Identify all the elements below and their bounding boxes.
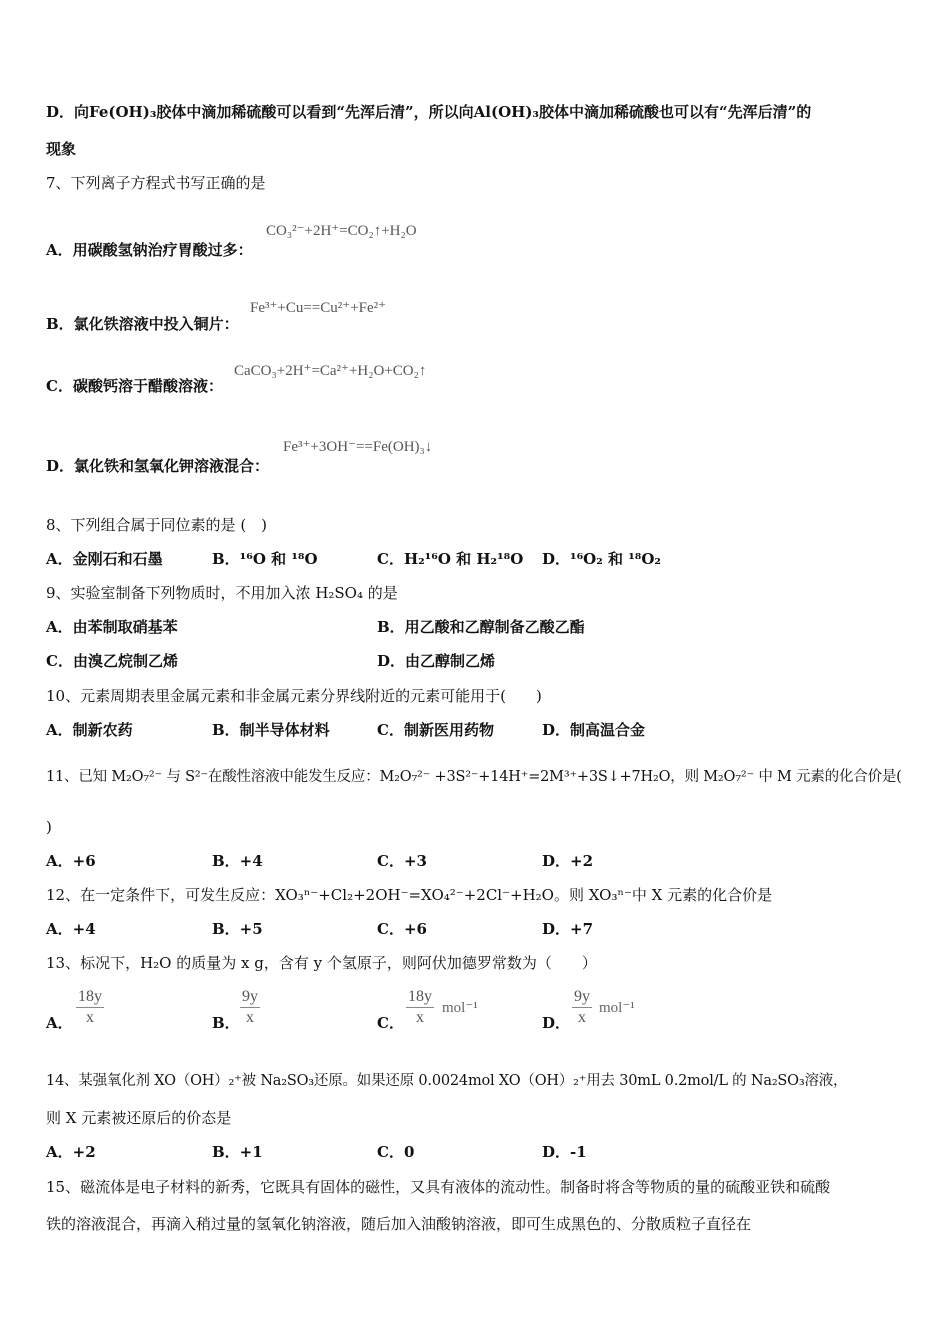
q7-option-a-label: A．用碳酸氢钠治疗胃酸过多： (46, 241, 253, 259)
q13-option-b-label: B． (212, 1014, 240, 1032)
q7-stem: 7、下列离子方程式书写正确的是 (46, 174, 266, 192)
q7-option-d-formula: Fe³⁺+3OH⁻==Fe(OH)₃↓ (283, 439, 433, 455)
q12-option-d: D．+7 (542, 920, 594, 938)
q14-stem-line2: 则 X 元素被还原后的价态是 (46, 1109, 232, 1127)
q13-option-d-denominator: x (578, 1009, 586, 1026)
q8-stem: 8、下列组合属于同位素的是 ( ) (46, 516, 268, 534)
q13-option-d-label: D． (542, 1014, 571, 1032)
q8-option-d: D．¹⁶O₂ 和 ¹⁸O₂ (542, 550, 662, 568)
q11-option-b: B．+4 (212, 852, 263, 870)
q10-option-b: B．制半导体材料 (212, 721, 330, 739)
q13-option-d-numerator: 9y (572, 987, 592, 1008)
q7-option-a-formula: CO₃²⁻+2H⁺=CO₂↑+H₂O (266, 223, 417, 239)
q13-option-b-fraction (240, 987, 260, 1028)
q13-option-c-numerator: 18y (406, 987, 434, 1008)
q14-option-b: B．+1 (212, 1143, 263, 1161)
q13-option-b-numerator: 9y (240, 987, 260, 1008)
q14-option-a: A．+2 (46, 1143, 96, 1161)
q13-option-c-label: C． (377, 1014, 404, 1032)
q8-option-a: A．金刚石和石墨 (46, 550, 163, 568)
q13-option-c-unit: mol⁻¹ (442, 1000, 478, 1016)
q10-option-c: C．制新医用药物 (377, 721, 494, 739)
q10-option-a: A．制新农药 (46, 721, 133, 739)
q15-stem-line1: 15、磁流体是电子材料的新秀，它既具有固体的磁性，又具有液体的流动性。制备时将含等物质的量的硫酸亚铁和硫酸 (46, 1178, 831, 1196)
q13-option-b-denominator: x (246, 1009, 254, 1026)
q13-option-a-label: A． (46, 1014, 73, 1032)
q12-option-a: A．+4 (46, 920, 96, 938)
q14-stem-line1: 14、某强氧化剂 XO（OH）₂⁺被 Na₂SO₃还原。如果还原 0.0024mol XO（OH）₂⁺用去 30mL 0.2mol/L 的 Na₂SO₃溶液， (46, 1073, 848, 1089)
q7-option-b-label: B．氯化铁溶液中投入铜片： (46, 315, 239, 333)
q6-option-d-line2: 现象 (46, 140, 77, 158)
q12-option-c: C．+6 (377, 920, 427, 938)
q8-option-c: C．H₂¹⁶O 和 H₂¹⁸O (377, 550, 524, 568)
q13-option-a-denominator: x (86, 1009, 94, 1026)
q14-option-c: C．0 (377, 1143, 415, 1161)
q6-option-d-line1: D．向Fe(OH)₃胶体中滴加稀硫酸可以看到“先浑后清”，所以向Al(OH)₃胶体中滴加稀硫酸也可以有“先浑后清”的 (46, 103, 812, 121)
q10-stem: 10、元素周期表里金属元素和非金属元素分界线附近的元素可能用于( ) (46, 687, 542, 705)
q11-stem-line1: 11、已知 M₂O₇²⁻ 与 S²⁻在酸性溶液中能发生反应：M₂O₇²⁻ +3S²⁻+14H⁺=2M³⁺+3S↓+7H₂O，则 M₂O₇²⁻ 中 M 元素的化合价是( (46, 769, 902, 785)
q9-option-b: B．用乙酸和乙醇制备乙酸乙酯 (377, 618, 585, 636)
q11-option-a: A．+6 (46, 852, 96, 870)
q13-option-d-fraction (572, 987, 592, 1028)
q10-option-d: D．制高温合金 (542, 721, 646, 739)
q13-option-c-denominator: x (416, 1009, 424, 1026)
q13-option-c-fraction (406, 987, 434, 1028)
q13-option-d-unit: mol⁻¹ (599, 1000, 635, 1016)
q15-stem-line2: 铁的溶液混合，再滴入稍过量的氢氧化钠溶液，随后加入油酸钠溶液，即可生成黑色的、分散质粒子直径在 (46, 1215, 752, 1233)
q13-stem: 13、标况下，H₂O 的质量为 x g，含有 y 个氢原子，则阿伏加德罗常数为（ ） (46, 954, 597, 972)
q11-stem-line2: ) (46, 818, 52, 836)
q13-option-a-fraction (76, 987, 104, 1028)
q12-option-b: B．+5 (212, 920, 263, 938)
q9-option-d: D．由乙醇制乙烯 (377, 652, 496, 670)
q7-option-d-label: D．氯化铁和氢氧化钾溶液混合： (46, 457, 270, 475)
q12-stem: 12、在一定条件下，可发生反应：XO₃ⁿ⁻+Cl₂+2OH⁻=XO₄²⁻+2Cl⁻+H₂O。则 XO₃ⁿ⁻中 X 元素的化合价是 (46, 886, 773, 904)
q11-option-c: C．+3 (377, 852, 427, 870)
q7-option-c-formula: CaCO₃+2H⁺=Ca²⁺+H₂O+CO₂↑ (234, 363, 427, 379)
q8-option-b: B．¹⁶O 和 ¹⁸O (212, 550, 318, 568)
q13-option-a-numerator: 18y (76, 987, 104, 1008)
q11-option-d: D．+2 (542, 852, 594, 870)
q9-stem: 9、实验室制备下列物质时，不用加入浓 H₂SO₄ 的是 (46, 584, 398, 602)
q9-option-c: C．由溴乙烷制乙烯 (46, 652, 178, 670)
q9-option-a: A．由苯制取硝基苯 (46, 618, 178, 636)
q7-option-c-label: C．碳酸钙溶于醋酸溶液： (46, 377, 223, 395)
q14-option-d: D．-1 (542, 1143, 587, 1161)
q7-option-b-formula: Fe³⁺+Cu==Cu²⁺+Fe²⁺ (250, 300, 387, 316)
